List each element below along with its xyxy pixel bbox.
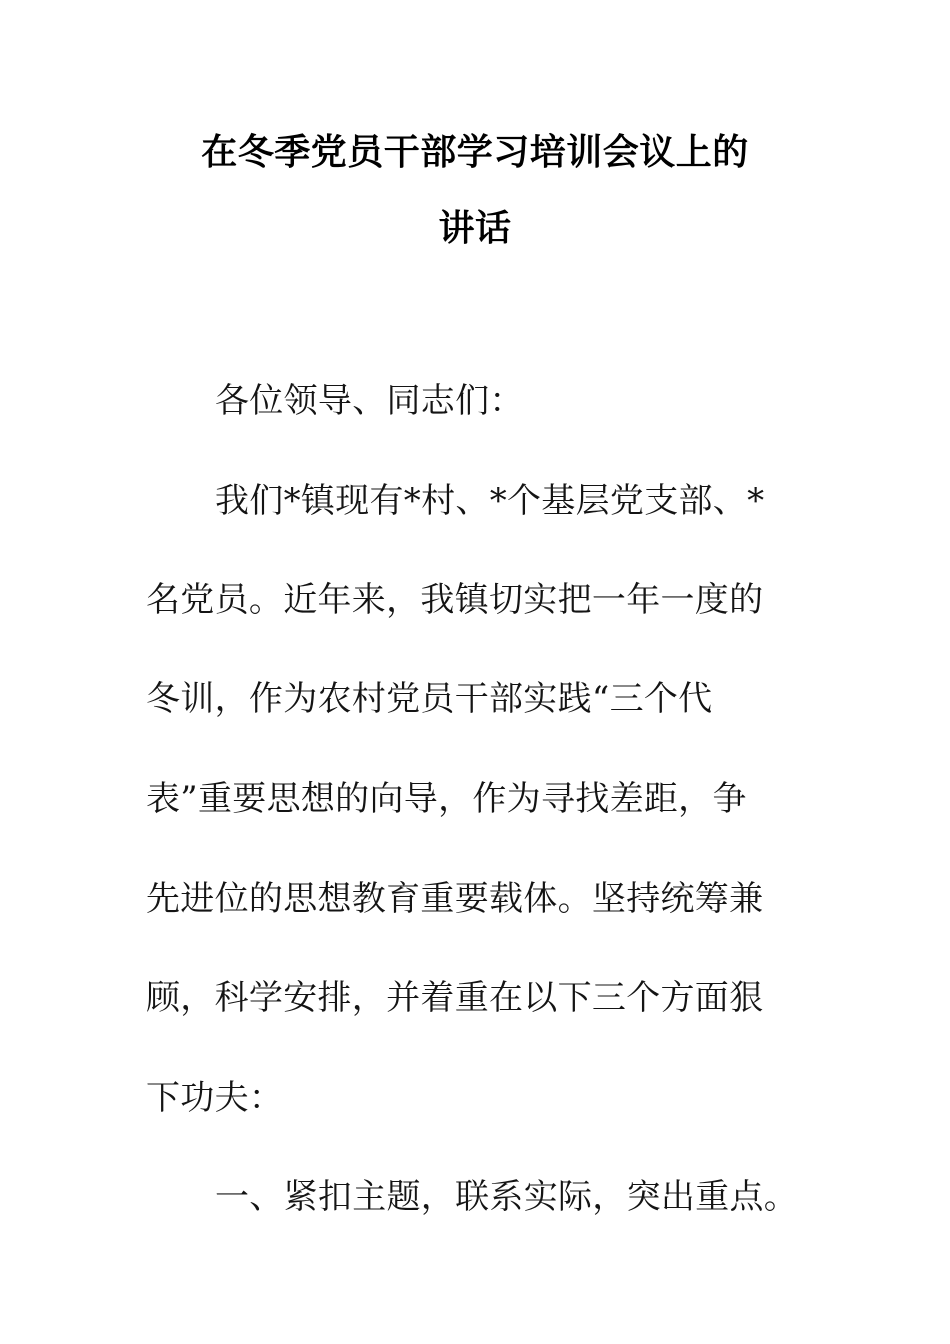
- body-line: 冬训，作为农村党员干部实践“三个代: [146, 679, 713, 719]
- body-line: 名党员。近年来，我镇切实把一年一度的: [146, 580, 764, 620]
- document-title-line-1: 在冬季党员干部学习培训会议上的: [201, 132, 749, 173]
- body-line: 我们*镇现有*村、*个基层党支部、*: [215, 481, 765, 521]
- body-line: 表”重要思想的向导，作为寻找差距，争: [146, 779, 747, 819]
- body-line: 顾，科学安排，并着重在以下三个方面狠: [146, 978, 764, 1018]
- salutation: 各位领导、同志们：: [215, 381, 524, 421]
- document-title-line-2: 讲话: [438, 208, 512, 249]
- body-line: 下功夫：: [146, 1078, 284, 1118]
- body-line: 先进位的思想教育重要载体。坚持统筹兼: [146, 879, 764, 919]
- section-heading: 一、紧扣主题，联系实际，突出重点。: [215, 1177, 799, 1217]
